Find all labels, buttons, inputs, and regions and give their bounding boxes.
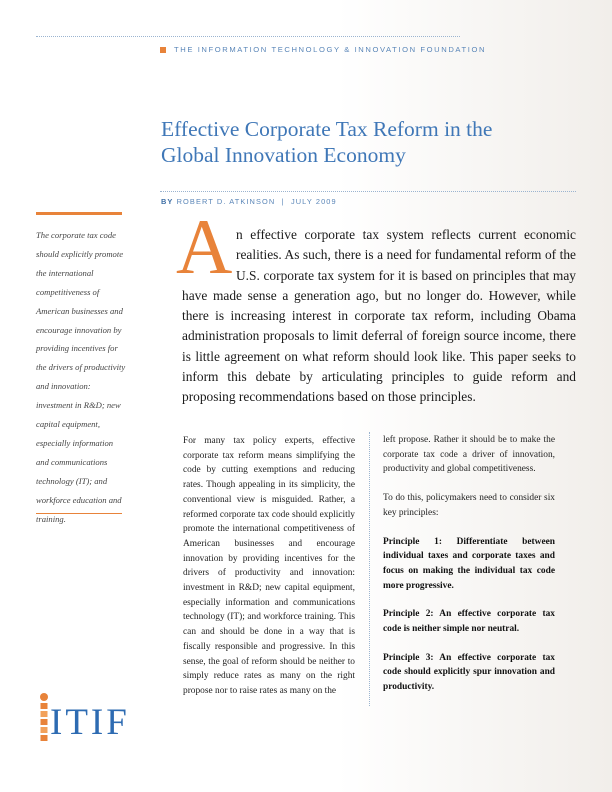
title-line-2: Global Innovation Economy xyxy=(161,142,406,167)
byline-by: BY xyxy=(161,197,174,206)
principle-1: Principle 1: Differentiate between individual taxes and corporate taxes and focus on making the individual tax code more progressive. xyxy=(383,536,555,591)
org-name: THE INFORMATION TECHNOLOGY & INNOVATION FOUNDATION xyxy=(174,45,487,54)
sidebar-top-rule xyxy=(36,212,122,215)
principle-2: Principle 2: An effective corporate tax code is neither simple nor neutral. xyxy=(383,609,555,635)
itif-logo xyxy=(36,692,136,744)
left-column-paragraph: For many tax policy experts, effective corporate tax reform means simplifying the code by cutting exemptions and reducing rates. Though appealing in its simplicity, the conventional view is misguided. Rather, a reformed corporate tax code should explicitly promote the international competitiveness of American businesses and encourage innovation by providing incentives for the drivers of productivity and innovation: investment in R&D; new capital equipment, especially information and communications technology (IT); and workforce training. This can and should be done in a way that is fiscally responsible and progressive. In this sense, the goal of reform should be neither to simply reduce rates as many on the right propose nor to raise rates as many on the xyxy=(183,436,355,696)
right-column-paragraph-1: left propose. Rather it should be to make the corporate tax code a driver of innovation, productivity and global competitiveness. xyxy=(383,435,555,475)
itif-logo-wordmark: ITIF xyxy=(50,702,130,743)
right-column-paragraph-2: To do this, policymakers need to consider six key principles: xyxy=(383,493,555,518)
body-left-column xyxy=(183,434,355,713)
sidebar-bottom-rule xyxy=(36,513,122,514)
drop-cap: A xyxy=(176,203,233,290)
byline-separator: | xyxy=(281,197,285,206)
byline-date: JULY 2009 xyxy=(290,197,337,206)
header-square-bullet xyxy=(160,47,166,53)
body-right-column xyxy=(383,433,555,709)
byline-author: ROBERT D. ATKINSON xyxy=(176,197,276,206)
intro-paragraph xyxy=(182,225,576,408)
document-title xyxy=(161,117,581,168)
drop-cap-spacer xyxy=(182,225,236,281)
sidebar-pull-quote: The corporate tax code should explicitly promote the international competitiveness of American businesses and encourage innovation by providing incentives for the drivers of productivity and innovation: investment in R&D; new capital equipment, especially information and communications technology (IT); and workforce education and training. xyxy=(36,230,126,524)
byline-rule xyxy=(160,191,576,192)
intro-text: n effective corporate tax system reflects current economic realities. As such, there is a need for fundamental reform of the U.S. corporate tax system for it is based on principles that may have made sense a generation ago, but no longer do. However, while there is increasing interest in corporate tax reform, including Obama administration proposals to limit deferral of foreign source income, there is little agreement on what reform should look like. This paper seeks to inform this debate by articulating principles to guide reform and proposing recommendations based on those principles. xyxy=(182,227,576,405)
header-rule xyxy=(36,36,460,37)
title-line-1: Effective Corporate Tax Reform in the xyxy=(161,117,493,141)
column-divider xyxy=(369,432,370,706)
principle-3: Principle 3: An effective corporate tax code should explicitly spur innovation and productivity. xyxy=(383,652,555,693)
